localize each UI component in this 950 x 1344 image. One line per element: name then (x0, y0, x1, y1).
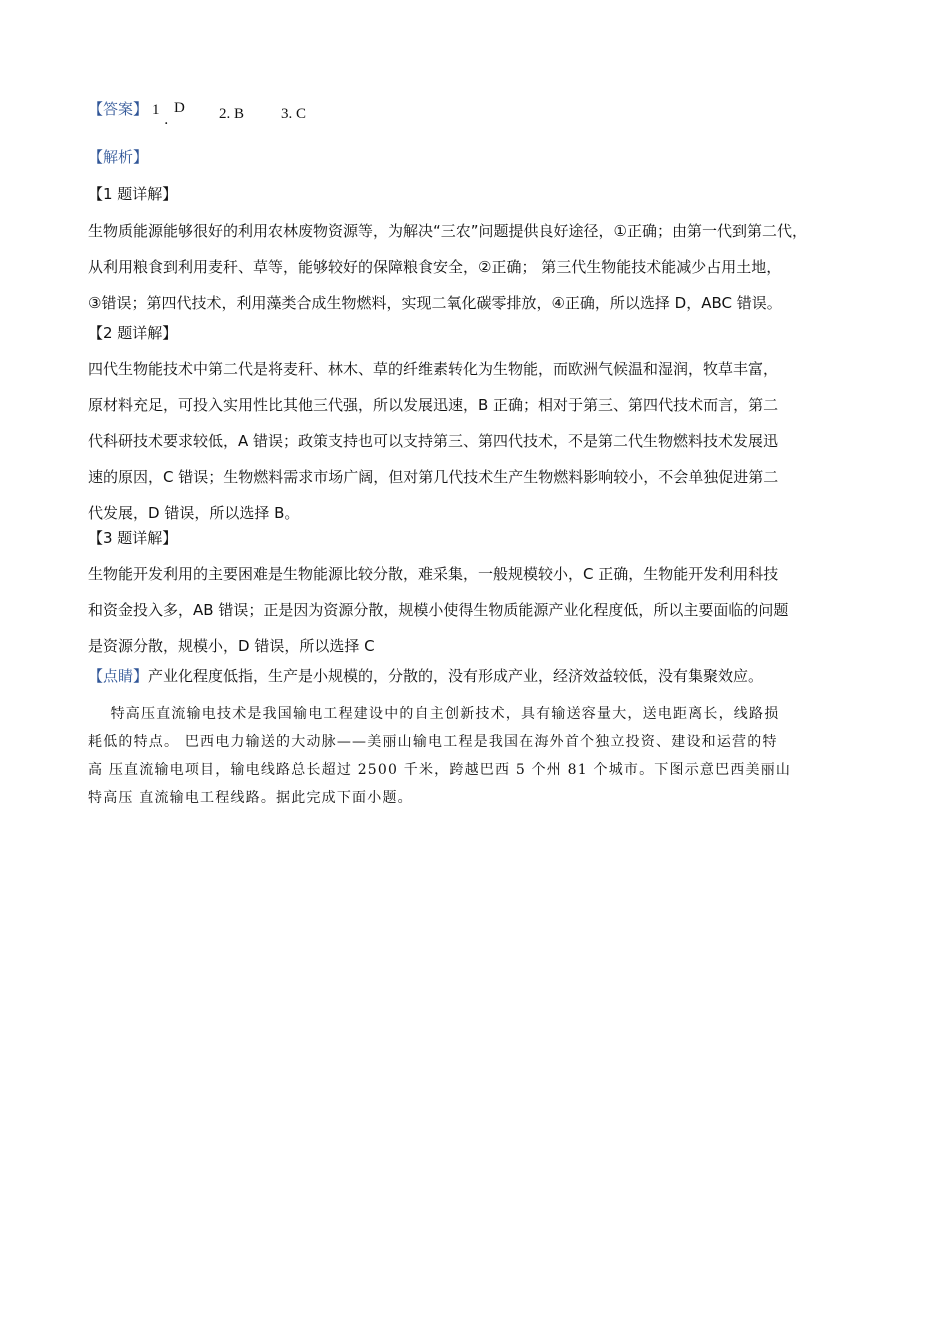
analysis-tag: 【解析】 (88, 148, 149, 166)
q3-line: 和资金投入多，AB 错误；正是因为资源分散，规模小使得生物质能源产业化程度低，所以主要面临的问题 (88, 601, 789, 619)
q3-paragraph (88, 556, 863, 664)
q2-line: 代科研技术要求较低，A 错误；政策支持也可以支持第三、第四代技术，不是第二代生物燃料技术发展迅 (88, 432, 779, 450)
note (88, 665, 863, 686)
answer-1 (152, 100, 185, 128)
q2-line: 速的原因，C 错误；生物燃料需求市场广阔，但对第几代技术生产生物燃料影响较小，不会单独促进第二 (88, 468, 779, 486)
answer-3: 3. C (281, 106, 307, 122)
answer-1-number: 1 (152, 102, 160, 118)
intro-line: 高 压直流输电项目，输电线路总长超过 2500 千米，跨越巴西 5 个州 81 个城市。下图示意巴西美丽山 (88, 762, 792, 778)
intro-line: 特高压直流输电技术是我国输电工程建设中的自主创新技术，具有输送容量大，送电距离长，线路损 (88, 706, 780, 722)
intro-paragraph (88, 700, 868, 812)
q1-paragraph (88, 213, 863, 321)
answer-1-letter: D (174, 100, 185, 116)
q1-line: ③错误；第四代技术，利用藻类合成生物燃料，实现二氧化碳零排放，④正确，所以选择 D，ABC 错误。 (88, 294, 782, 312)
q2-line: 原材料充足，可投入实用性比其他三代强，所以发展迅速，B 正确；相对于第三、第四代技术而言，第二 (88, 396, 779, 414)
answer-tag: 【答案】 (88, 100, 149, 118)
answer-2: 2. B (219, 106, 245, 122)
q2-line: 四代生物能技术中第二代是将麦秆、林木、草的纤维素转化为生物能，而欧洲气候温和湿润，牧草丰富， (88, 360, 779, 378)
answer-line (88, 98, 848, 128)
q1-heading: 【1 题详解】 (88, 185, 178, 203)
q2-heading: 【2 题详解】 (88, 324, 178, 342)
q3-line: 生物能开发利用的主要困难是生物能源比较分散，难采集，一般规模较小，C 正确，生物能开发利用科技 (88, 565, 779, 583)
note-tag: 【点睛】 (88, 667, 149, 685)
answer-1-dot: . (164, 112, 169, 128)
note-text: 产业化程度低指，生产是小规模的，分散的，没有形成产业，经济效益较低，没有集聚效应。 (148, 667, 764, 685)
q3-heading: 【3 题详解】 (88, 529, 178, 547)
q1-line: 生物质能源能够很好的利用农林废物资源等，为解决“三农”问题提供良好途径，①正确；由第一代到第二代， (88, 222, 807, 240)
intro-line: 特高压 直流输电工程线路。据此完成下面小题。 (88, 790, 413, 806)
q2-line: 代发展，D 错误，所以选择 B。 (88, 504, 300, 522)
q2-paragraph (88, 351, 863, 531)
intro-line: 耗低的特点。 巴西电力输送的大动脉——美丽山输电工程是我国在海外首个独立投资、建设和运营的特 (88, 734, 778, 750)
q1-line: 从利用粮食到利用麦秆、草等，能够较好的保障粮食安全，②正确； 第三代生物能技术能减少占用土地， (88, 258, 782, 276)
q3-line: 是资源分散，规模小，D 错误，所以选择 C (88, 637, 375, 655)
